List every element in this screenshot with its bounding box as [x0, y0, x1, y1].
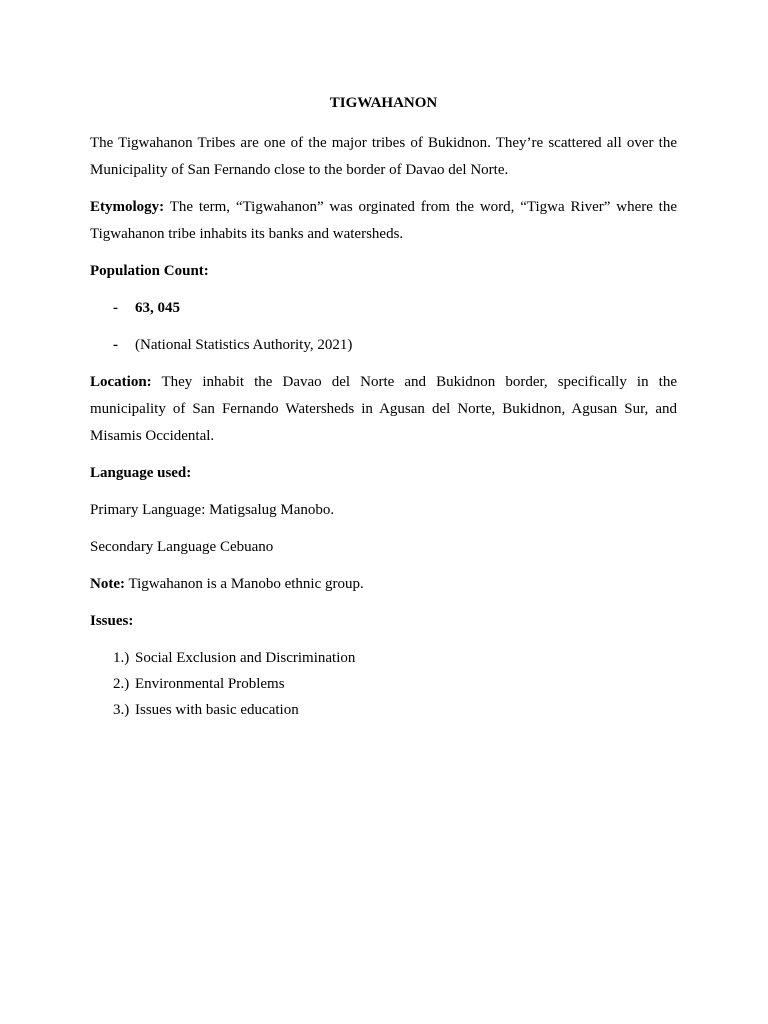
intro-paragraph: The Tigwahanon Tribes are one of the major tribes of Bukidnon. They’re scattered all over the Municipality of San Fernando close to the border of Davao del Norte. — [90, 135, 677, 178]
list-item — [90, 645, 677, 671]
issue-text: Issues with basic education — [135, 702, 299, 718]
note-paragraph — [90, 571, 677, 598]
etymology-text: The term, “Tigwahanon” was orginated from the word, “Tigwa River” where the Tigwahanon tribe inhabits its banks and watersheds. — [90, 199, 677, 242]
list-item — [90, 697, 677, 723]
document-page — [90, 93, 677, 723]
primary-language: Primary Language: Matigsalug Manobo. — [90, 502, 335, 518]
language-heading: Language used: — [90, 465, 192, 481]
issue-text: Environmental Problems — [135, 676, 285, 692]
list-item — [90, 671, 677, 697]
secondary-language: Secondary Language Cebuano — [90, 539, 274, 555]
list-item — [90, 295, 677, 322]
issues-heading: Issues: — [90, 613, 134, 629]
population-source: (National Statistics Authority, 2021) — [135, 337, 353, 353]
note-text: Tigwahanon is a Manobo ethnic group. — [124, 576, 364, 592]
population-list — [90, 295, 677, 359]
list-marker: 3.) — [113, 702, 130, 718]
etymology-paragraph — [90, 194, 677, 248]
list-item — [90, 332, 677, 359]
location-text: They inhabit the Davao del Norte and Bukidnon border, specifically in the municipality of San Fernando Watersheds in Agusan del Norte, Bukidnon, Agusan Sur, and Misamis Occidental. — [90, 374, 677, 444]
population-heading: Population Count: — [90, 263, 209, 279]
document-title: TIGWAHANON — [329, 95, 438, 111]
list-marker: 2.) — [113, 676, 130, 692]
list-marker: - — [113, 300, 118, 316]
issue-text: Social Exclusion and Discrimination — [135, 650, 356, 666]
location-paragraph — [90, 369, 677, 450]
location-label: Location: — [90, 374, 152, 390]
population-count-value: 63, 045 — [135, 300, 180, 316]
etymology-label: Etymology: — [90, 199, 165, 215]
list-marker: 1.) — [113, 650, 130, 666]
issues-list — [90, 645, 677, 723]
note-label: Note: — [90, 576, 125, 592]
list-marker: - — [113, 337, 118, 353]
